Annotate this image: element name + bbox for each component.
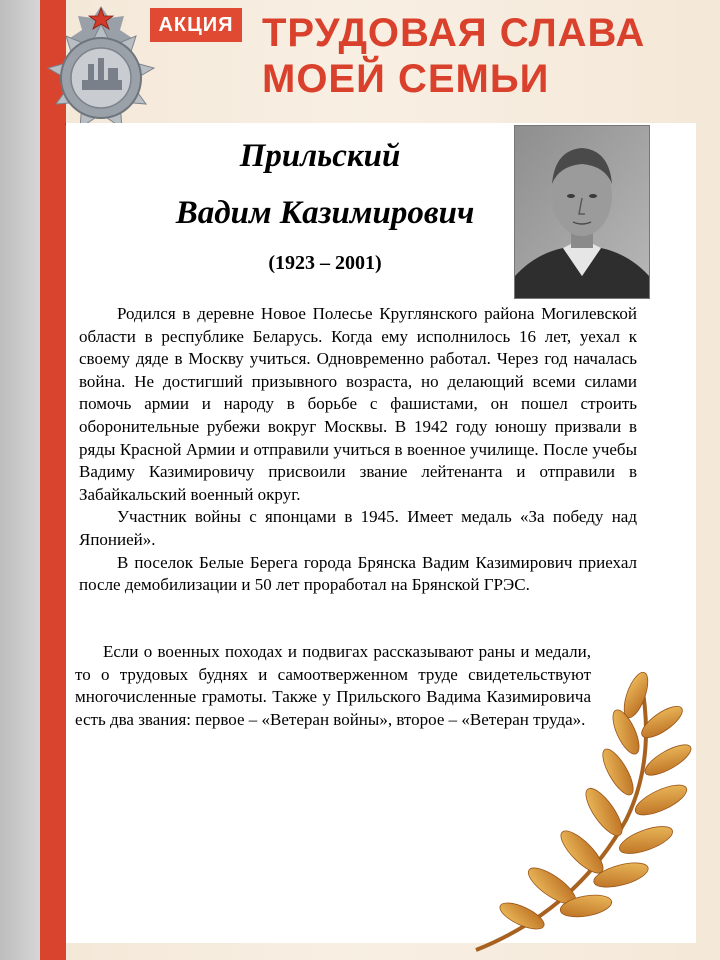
campaign-title: [262, 10, 702, 102]
person-given-names: Вадим Казимирович: [175, 195, 475, 231]
person-portrait-photo: [514, 125, 650, 299]
portrait-silhouette-icon: [515, 126, 649, 298]
biography-paragraph-4: Если о военных походах и подвигах рассказывают раны и медали, то о трудовых буднях и самоотверженном труде свидетельствуют многочисленные грамоты. Также у Прильского Вадима Казимировича есть два звания: первое – «Ветеран войны», второе – «Ветеран труда».: [75, 642, 591, 729]
left-gray-stripe: [0, 0, 40, 960]
campaign-title-line-1: ТРУДОВАЯ СЛАВА: [262, 11, 646, 55]
action-badge: АКЦИЯ: [150, 8, 242, 42]
biography-paragraph-1: Родился в деревне Новое Полесье Круглянского района Могилевской области в республике Беларусь. Когда ему исполнилось 16 лет, уехал к своему дяде в Москву учиться. Одновременно работал. Через год началась война. Не достигший призывного возраста, но делающий всеми силами помочь армии и народу в борьбе с фашистами, он пошел строить оборонительные рубежи вокруг Москвы. В 1942 году юношу призвали в ряды Красной Армии и отправили учиться в военное училище. После учебы Вадиму Казимировичу присвоили звание лейтенанта и отправили в Забайкальский военный округ.: [79, 304, 637, 504]
biography-paragraph-2: Участник войны с японцами в 1945. Имеет медаль «За победу над Японией».: [79, 507, 637, 549]
person-years: (1923 – 2001): [268, 252, 382, 274]
biography-main: [79, 303, 637, 597]
campaign-title-line-2: МОЕЙ СЕМЬИ: [262, 57, 550, 101]
person-surname: Прильский: [239, 138, 401, 174]
biography-paragraph-3: В поселок Белые Берега города Брянска Вадим Казимирович приехал после демобилизации и 50 лет проработал на Брянской ГРЭС.: [79, 552, 637, 595]
laurel-branch-icon: [456, 660, 706, 960]
